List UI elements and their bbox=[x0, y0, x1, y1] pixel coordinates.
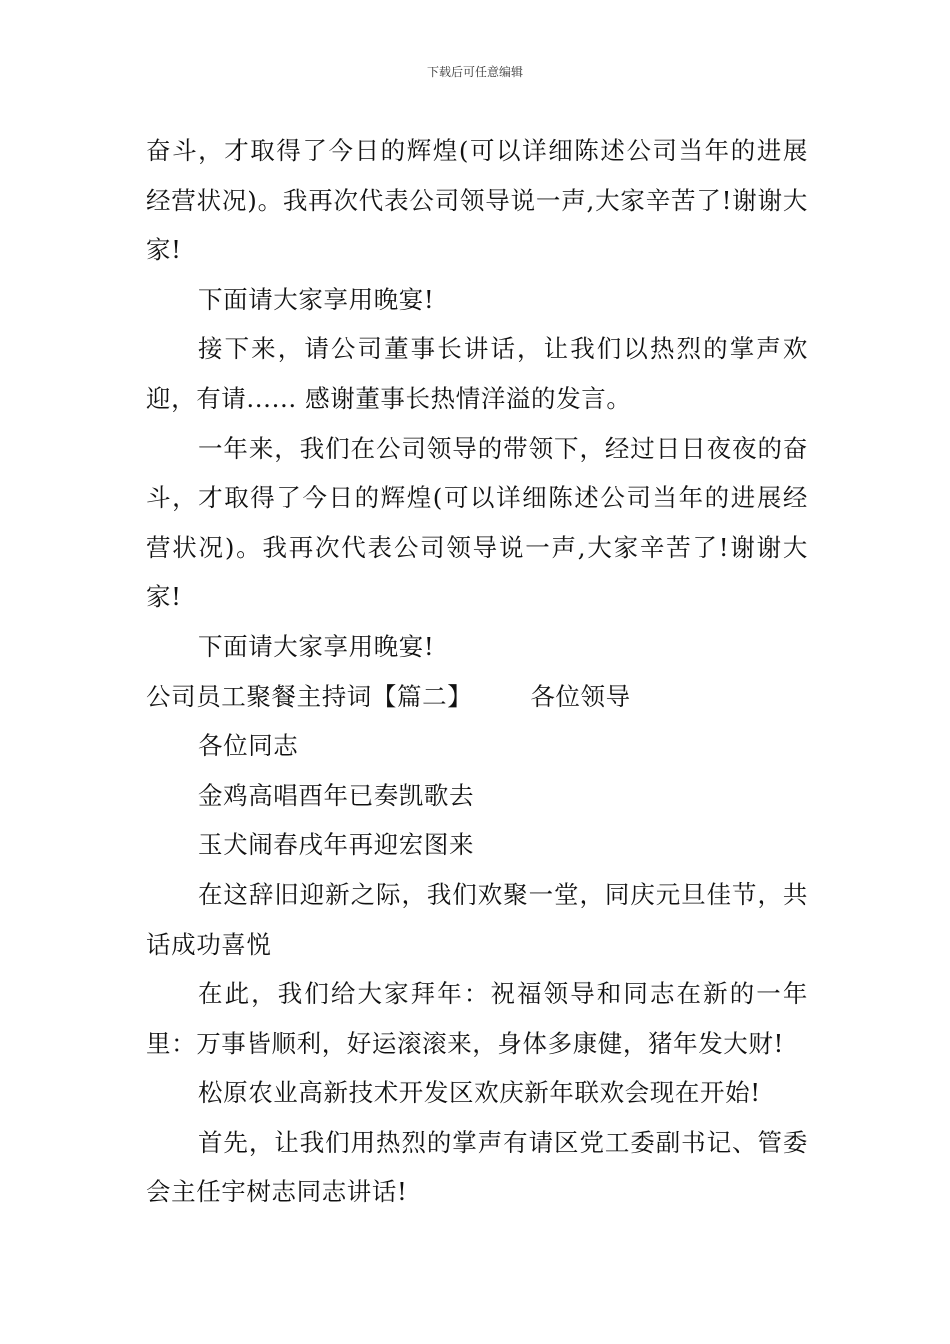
paragraph-opening: 松原农业高新技术开发区欢庆新年联欢会现在开始! bbox=[198, 1078, 761, 1108]
paragraph-new-year-wishes: 在此，我们给大家拜年：祝福领导和同志在新的一年里：万事皆顺利，好运滚滚来，身体多康健，猪年发大财! bbox=[146, 979, 808, 1058]
paragraph-greeting: 各位同志 bbox=[198, 731, 299, 761]
paragraph-couplet-2: 玉犬闹春戌年再迎宏图来 bbox=[198, 830, 475, 860]
page-header: 下载后可任意编辑 bbox=[426, 65, 523, 79]
paragraph-continuation: 奋斗，才取得了今日的辉煌(可以详细陈述公司当年的进展经营状况)。我再次代表公司领导说一声,大家辛苦了!谢谢大家! bbox=[146, 136, 808, 265]
section-title: 公司员工聚餐主持词【篇二】 bbox=[146, 681, 473, 711]
paragraph-dinner: 下面请大家享用晚宴! bbox=[198, 284, 435, 314]
paragraph-chairman: 接下来，请公司董事长讲话，让我们以热烈的掌声欢迎，有请...... 感谢董事长热情洋溢的发言。 bbox=[146, 334, 808, 413]
paragraph-couplet-1: 金鸡高唱酉年已奏凯歌去 bbox=[198, 780, 475, 810]
paragraph-dinner-repeat: 下面请大家享用晚宴! bbox=[198, 631, 435, 661]
paragraph-speech-invite: 首先，让我们用热烈的掌声有请区党工委副书记、管委会主任宇树志同志讲话! bbox=[146, 1127, 808, 1207]
section-heading bbox=[146, 672, 808, 722]
paragraph-year-review: 一年来，我们在公司领导的带领下，经过日日夜夜的奋斗，才取得了今日的辉煌(可以详细陈述公司当年的进展经营状况)。我再次代表公司领导说一声,大家辛苦了!谢谢大家! bbox=[146, 433, 808, 612]
paragraph-gathering: 在这辞旧迎新之际，我们欢聚一堂，同庆元旦佳节，共话成功喜悦 bbox=[146, 879, 808, 959]
document-body bbox=[146, 126, 808, 1217]
section-heading-greeting: 各位领导 bbox=[530, 681, 631, 711]
